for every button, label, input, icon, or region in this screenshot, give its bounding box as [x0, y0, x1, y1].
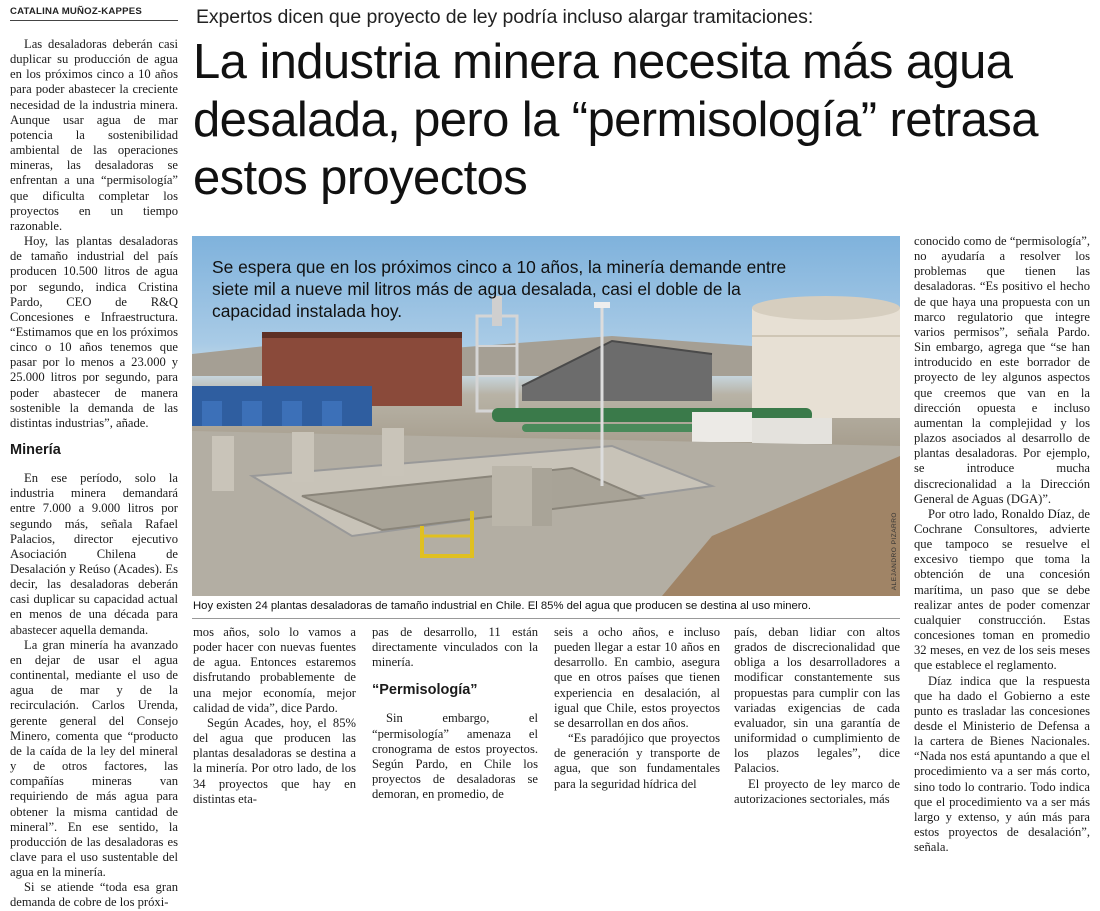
photo-credit: ALEJANDRO PIZARRO — [891, 511, 898, 590]
photo-caption: Hoy existen 24 plantas desaladoras de tamaño industrial en Chile. El 85% del agua que producen se destina al uso minero. — [193, 600, 811, 612]
article-column-4 — [554, 625, 720, 792]
paragraph: Sin embargo, el “permisología” amenaza el cronograma de estos proyectos. Según Pardo, en Chile los proyectos de desaladoras se demoran, en promedio, de — [372, 711, 538, 802]
paragraph: Díaz indica que la respuesta que ha dado el Gobierno a este punto es trasladar las concesiones desde el Ministerio de Defensa a la cartera de Bienes Nacionales. “Nada nos está apuntando a que el procedimiento va a ser más corto, sino todo lo contrario. Todo indica que el procedimiento va a ser más largo y extenso, y aún más para estos proyectos de desalación”, señala. — [914, 673, 1090, 855]
paragraph: país, deban lidiar con altos grados de discrecionalidad que obliga a los desarrolladores a modificar constantemente sus propuestas para cumplir con las variadas exigencias de cada evaluador, sin una garantía de uniformidad o cumplimiento de los plazos legales”, dice Palacios. — [734, 625, 900, 776]
paragraph: conocido como de “permisología”, no ayudaría a resolver los problemas que tienen las desaladoras. “Es positivo el hecho de que haya una propuesta con un marco regulatorio que integre varios permisos”, señala Pardo. Sin embargo, agrega que “se han introducido en este borrador de proyecto de ley algunos aspectos que creemos que van en la dirección opuesta e incluso aumentan la complejidad y los plazos asociados al desarrollo de plantas desaladoras. Por ejemplo, se introduce mucha discrecionalidad a la Dirección General de Aguas (DGA)”. — [914, 234, 1090, 506]
article-column-2 — [193, 625, 356, 807]
paragraph: Hoy, las plantas desaladoras de tamaño industrial del país producen 10.500 litros de agua por segundo, indica Cristina Pardo, CEO de R&Q Concesiones e Infraestructura. “Estimamos que en los próximos cinco o 10 años tenemos que pasar por lo menos a 23.000 y 25.000 litros por segundo, para poder abastecer de manera sostenible la demanda de las distintas industrias”, añade. — [10, 234, 178, 430]
paragraph: Si se atiende “toda esa gran demanda de cobre de los próxi- — [10, 880, 178, 910]
article-column-3 — [372, 625, 538, 802]
paragraph: Según Acades, hoy, el 85% del agua que producen las plantas desaladoras se destina a la minería. Por otro lado, de los 34 proyectos que hay en distintas eta- — [193, 715, 356, 806]
paragraph: mos años, solo lo vamos a poder hacer con nuevas fuentes de agua. Entonces estaremos disfrutando probablemente de una mejor economía, mejor calidad de vida”, dice Pardo. — [193, 625, 356, 715]
byline-rule — [10, 20, 178, 21]
byline: CATALINA MUÑOZ-KAPPES — [10, 6, 142, 17]
caption-rule — [192, 618, 900, 619]
paragraph: pas de desarrollo, 11 están directamente vinculados con la minería. — [372, 625, 538, 670]
paragraph: Por otro lado, Ronaldo Díaz, de Cochrane Consultores, advierte que tampoco se resuelve el excesivo tiempo que toma la obtención de una concesión marítima, un paso que se debe realizar antes de poder comenzar cualquier construcción. Estas concesiones toman en promedio 32 meses, en vez de los seis meses que establece el reglamento. — [914, 506, 1090, 673]
subheading-mineria: Minería — [10, 442, 61, 459]
desalination-plant-photo — [192, 236, 900, 596]
paragraph: La gran minería ha avanzado en dejar de usar el agua continental, mediante el uso de agua de mar y de la recirculación. Carlos Urenda, gerente general del Consejo Minero, comenta que “producto de la caída de la ley del mineral y de otros factores, las compañías mineras van requiriendo de más agua para obtener la misma cantidad de mineral”. En ese sentido, la producción de las desaladoras es clave para el uso sustentable del agua en la minería. — [10, 637, 178, 880]
paragraph: En ese período, solo la industria minera demandará entre 7.000 a 9.000 litros por segundo más, señala Rafael Palacios, director ejecutivo Asociación Chilena de Desalación y Reúso (Acades). Es decir, las desaladoras deberán casi duplicar su capacidad actual en menos de una década para abastecer aquella demanda. — [10, 471, 178, 637]
kicker: Expertos dicen que proyecto de ley podría incluso alargar tramitaciones: — [196, 6, 814, 28]
article-column-5 — [734, 625, 900, 807]
article-column-1 — [10, 37, 178, 911]
paragraph: seis a ocho años, e incluso pueden llegar a estar 10 años en desarrollo. En cambio, asegura que en otros países que tienen experiencia en desalación, al igual que Chile, estos proyectos se desarrollan en dos años. — [554, 625, 720, 730]
article-column-6 — [914, 234, 1090, 855]
paragraph: Las desaladoras deberán casi duplicar su producción de agua en los próximos cinco a 10 años para poder abastecer la creciente necesidad de la industria minera. Aunque usar agua de mar potencia la sostenibilidad ambiental de las operaciones mineras, las desaladoras se enfrentan a una “permisología” que dificulta completar los proyectos en un tiempo razonable. — [10, 37, 178, 233]
photo-overlay-text: Se espera que en los próximos cinco a 10 años, la minería demande entre siete mil a nueve mil litros más de agua desalada, casi el doble de la capacidad instalada hoy. — [212, 257, 787, 321]
subheading-permisologia: “Permisología” — [372, 682, 478, 699]
headline: La industria minera necesita más agua desalada, pero la “permisología” retrasa estos proyectos — [193, 35, 1038, 205]
paragraph: El proyecto de ley marco de autorizaciones sectoriales, más — [734, 776, 900, 806]
paragraph: “Es paradójico que proyectos de generación y transporte de agua, que son fundamentales para la seguridad hídrica del — [554, 731, 720, 791]
